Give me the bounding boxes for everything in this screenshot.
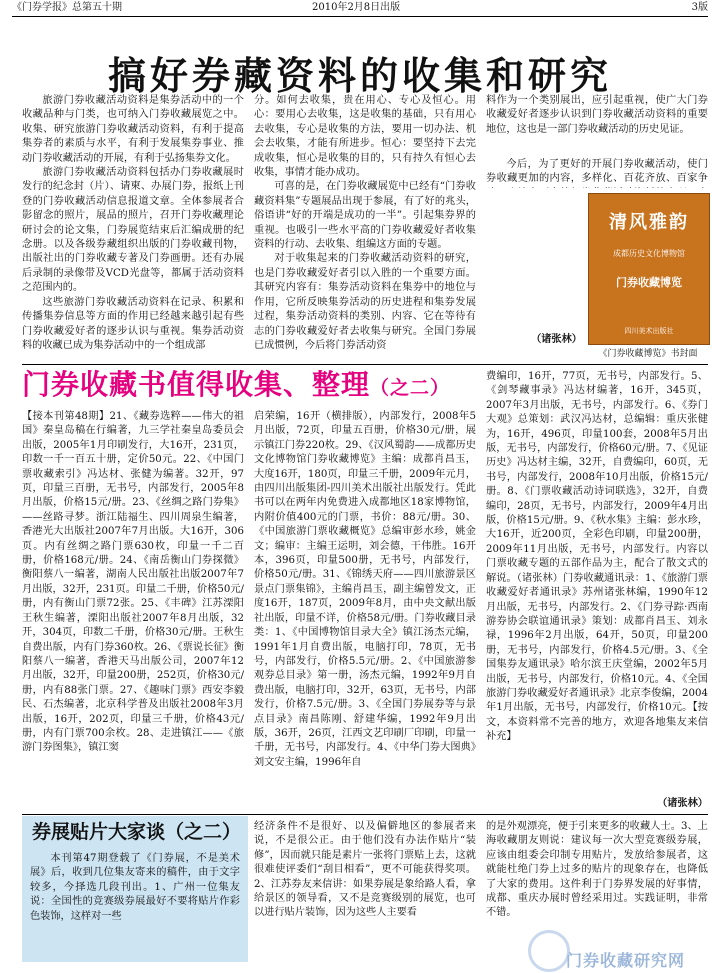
book-caption: 《门券收藏博览》书封面 xyxy=(598,349,698,359)
bottom-col3 xyxy=(486,820,708,928)
article1-paragraph: 旅游门券收藏活动资料包括办门券收藏展时发行的纪念封（片）、请柬、办展门券，报纸上刊登的门券收藏活动信息报道文章。全体参展者合影留念的照片，展品的照片，召开门券收藏理论研讨会的论文集，门券展览结束后汇编成册的纪念册。以及各级券藏组织出版的门券收藏刊物，出版社出的门券收藏专著及门券画册。还有办展后录制的录像带及VCD光盘等，都属于活动资料之范围内的。 xyxy=(22,167,244,294)
sidebar-box xyxy=(22,816,248,962)
article1-paragraph: 这些旅游门券收藏活动资料在记录、积累和传播集券信息等方面的作用已经越来越引起有些门券收藏爱好者的逐步认识与重视。集券活动资料的收藏已成为集券活动中的一个组成部 xyxy=(22,296,244,351)
sidebar-text: 本刊第47期登载了《门券展，不是美术展》后，收到几位集友寄来的稿件，由于文字较多，今择选几段刊出。1、广州一位集友说：全国性的竞赛级券展最好不要将贴片作彩色装饰，这样对一些 xyxy=(30,853,240,922)
sidebar-body xyxy=(30,852,240,924)
book-cover-image xyxy=(588,193,710,345)
section-divider xyxy=(22,364,708,365)
article1-paragraph: 料作为一个类别展出，应引起重视，使广大门券收藏爱好者逐步认识到门券收藏活动资料的重要地位，这也是一部门券收藏活动的历史见证。 xyxy=(486,95,708,135)
section2-title-text: 门券收藏书值得收集、整理 xyxy=(22,368,371,401)
section2-text: 费编印，16开，77页，无书号，内部发行。5、《剑琴藏事录》冯达材编著，16开，345页，2007年3月出版，无书号，内部发行。6、《券门大观》总策划：武汉冯达材，总编辑：重庆张健为，16开，496页，印量100套，2008年5月出版，无书号，内部发行，价格60元/册。7、《见证历史》冯达材主编，32开，自费编印，60页，无书号，内部发行，2008年10月出版，价格15元/册。8、《门票收藏活动诗词联选》，32开，自费编印，28页，无书号，内部发行，2009年4月出版，价格15元/册。9、《秋水集》主编：彭水珍，大16开，近200页，全彩色印刷，印量200册，2009年11月出版，无书号，内部发行。内容以门票收藏专题的五部作品为主，配合了散文式的解说。（诸张林）门券收藏通讯录：1、《旅游门票收藏爱好者通讯录》苏州诸张林编，1990年12月出版，无书号，内部发行。2、《门券寻踪·西南游券协会联谊通讯录》策划：成都肖昌玉、刘永禄，1996年2月出版，64开，50页，印量200册，无书号，内部发行，价格4.5元/册。3、《全国集券友通讯录》哈尔滨王庆堂编，2002年5月出版，无书号，内部发行，价格10元。4、《全国旅游门券收藏爱好者通讯录》北京李俊编，2004年1月出版，无书号，内部发行，价格10元。【按文，本资料常不完善的地方，欢迎各地集友来信补充】 xyxy=(486,371,708,743)
article1-paragraph: 今后，为了更好的开展门券收藏活动，使门券收藏更加的内容，多样化、百花齐放、百家争 xyxy=(486,159,708,185)
page-header xyxy=(12,0,708,17)
section2-title xyxy=(22,370,450,403)
article1-paragraph: 旅游门券收藏活动资料是集券活动中的一个收藏品种与门类，也可纳入门券收藏展览之中。收集、研究旅游门券收藏活动资料，有利于提高集券者的素质与水平，有利于发展集券事业、推动门券收藏活动的开展，有利于弘扬集券文化。 xyxy=(22,95,244,164)
section2-col1 xyxy=(22,410,244,812)
bottom-text: 的是外观漂亮，便于引来更多的收藏人士。3、上海收藏朋友则说：建议每一次大型竞赛级券展，应该由组委会印制专用贴片，发放给参展者，这就能杜绝门券上过多的贴片的现象存在，也降低了大家的费用。这件利于门券界发展的好事情，成都、重庆办展时曾经采用过。实践证明，非常不错。 xyxy=(486,821,708,919)
header-page-number: 3版 xyxy=(691,2,708,13)
book-cover-title: 清风雅韵 xyxy=(609,212,689,233)
article1-paragraph: 可喜的是，在门券收藏展览中已经有“门券收藏资料集”专题展品出现于参展，有了好的兆头，俗语讲“好的开端是成功的一半”。引起集券界的重视。也吸引一些水平高的门券收藏爱好者收集资料的行动、去收集、组编这方面的专题。 xyxy=(254,181,476,251)
book-cover-main: 门券收藏博览 xyxy=(616,276,682,289)
header-publication: 《门券学报》总第五十期 xyxy=(12,2,122,13)
article1-col1 xyxy=(22,94,244,364)
book-cover-footer: 四川美术出版社 xyxy=(624,327,674,335)
watermark: 门券收藏研究网 xyxy=(566,951,686,970)
article1-paragraph: 对于收集起来的门券收藏活动资料的研究，也是门券收藏爱好者引以入胜的一个重要方面。其研究内容有：集券活动资料在集券中的地位与作用，它所反映集券活动的历史进程和集券发展过程，集券活动资料的类别、内容、它在等待有志的门券收藏爱好者去收集与研究。全国门券展已成惯例，今后将门券活动资 xyxy=(254,253,476,351)
section2-subtitle: （之二） xyxy=(370,377,451,399)
header-date: 2010年2月8日出版 xyxy=(312,2,401,13)
section2-col2 xyxy=(254,410,476,812)
article1-col2 xyxy=(254,94,476,364)
bottom-col2 xyxy=(254,820,476,964)
section2-col3 xyxy=(486,370,708,796)
section2-signature: （诸张林） xyxy=(657,797,708,809)
book-cover-subtitle: 成都历史文化博物馆 xyxy=(613,249,685,258)
article1-col3-mid xyxy=(486,158,708,188)
main-headline: 搞好券藏资料的收集和研究 xyxy=(107,54,612,98)
section-divider xyxy=(22,814,708,815)
sidebar-title: 券展贴片大家谈（之二） xyxy=(32,821,242,843)
bottom-text: 经济条件不是很好、以及偏僻地区的参展者来说，不是很公正。由于他们没有办法作贴片“装修”，因而就只能是素片一张将门票贴上去，这就很难使评委们“刮目相看”，更不可能获得奖项。2、江苏券友来信讲：如果券展是象给路人看，拿给景区的领导看，又不是竞赛级别的展览，也可以进行贴片装饰，因为这些人主要看 xyxy=(254,821,476,919)
article1-signature: （诸张林） xyxy=(531,333,582,345)
article1-paragraph: 分。如何去收集，贵在用心、专心及恒心。用心：要用心去收集，这是收集的基础，只有用心去收集，专心是收集的方法，要用一切办法、机会去收集，才能有所进步。恒心：要坚持下去完成收集，恒心是收集的目的，只有持久有恒心去收集，事情才能办成功。 xyxy=(254,95,476,179)
section2-text: 【接本刊第48期】21、《藏券选粹——伟大的祖国》秦皇岛稿在行编著，九三学社秦皇岛委员会出版，2005年1月印刷发行，大16开，231页，印数一千一百五十册，定价50元。22、《中国门票收藏索引》冯达材、张健为编著。32开，97页，印量三百册，无书号，内部发行，2005年8月出版，价格15元/册。23、《丝绸之路门券集》——丝路寻梦。浙江陆福生、四川周泉生编著，香港光大出版社2007年7月出版。大16开，306页。内有丝绸之路门票630枚，印量一千二百册，价格168元/册。24、《南岳衡山门券探微》衡阳蔡八一编著，湖南人民出版社出版2007年7月出版，32开，231页。印量二千册，价格50元/册，内有衡山门票72张。25、《丰碑》江苏溧阳王秋生编著，溧阳出版社2007年8月出版，32开，304页，印数二千册，价格30元/册。王秋生自费出版，内有门券360枚。26、《票说长征》衡阳蔡八一编著，香港天马出版公司，2007年12月出版，32开，印量200册，252页，价格30元/册，内有88张门票。27、《趣味门票》西安李毅民、石杰编著，北京科学普及出版社2008年3月出版，16开，202页，印量三千册，价格43元/册，内有门票700余枚。28、走进镇江——《旅游门券图集》，镇江窦 xyxy=(22,411,244,754)
article1-col3-top xyxy=(486,94,708,160)
watermark-logo-icon xyxy=(528,930,570,972)
section2-text: 启荣编，16开（横排版），内部发行，2008年5月出版，72页，印量五百册，价格30元/册，展示镇江门券220枚。29、《汉风蜀韵——成都历史文化博物馆门券收藏博览》主编：成都肖昌玉，大度16开，180页，印量三千册，2009年元月，由四川出版集团-四川美术出版社出版发行。凭此书可以在两年内免费进入成都地区18家博物馆，内附价值400元的门票，书价：88元/册。30、《中国旅游门票收藏概览》总编审彭水珍，姚金文；编审：主编王运明，刘会德，干伟胜。16开本，396页，印量500册，无书号，内部发行，价格50元/册。31、《锦绣天府——四川旅游景区景点门票集锦》，主编肖昌玉，副主编曾发文，正度16开，187页，2009年8月，由中央文献出版社出版，印量不详，价格58元/册。门券收藏目录类：1、《中国博物馆目录大全》镇江汤杰元编，1991年1月自费出版，电脑打印，78页，无书号，内部发行，价格5.5元/册。2、《中国旅游参观券总目录》第一册，汤杰元编，1992年9月自费出版，电脑打印，32开，63页，无书号，内部发行，价格7.5元/册。3、《全国门券展券等与景点目录》南昌陈刚、舒建华编，1992年9月出版，36开，26页，江西文艺印刷厂印刷，印量一千册，无书号，内部发行。4、《中华门券大图典》刘文安主编，1996年自 xyxy=(254,411,476,768)
